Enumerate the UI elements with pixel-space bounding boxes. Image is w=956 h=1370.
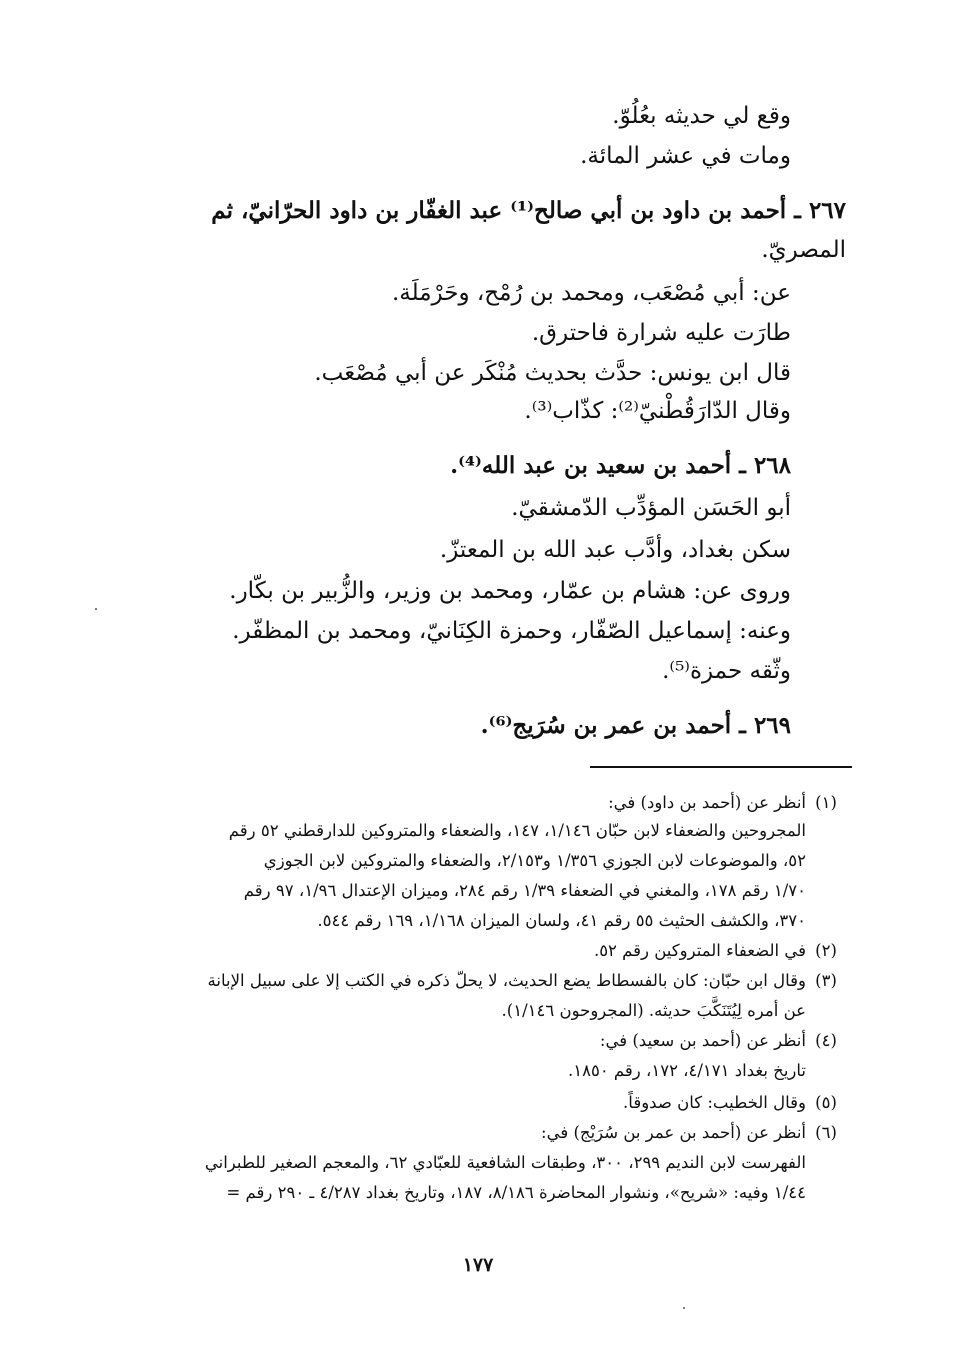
footnote-line: في الضعفاء المتروكين رقم ٥٢. [593, 941, 806, 960]
scan-speck [95, 608, 97, 610]
text-line: وعنه: إسماعيل الصّفّار، وحمزة الكِنَانيّ، ومحمد بن المظفّر. [232, 618, 791, 644]
text-line: وثّقه حمزة⁽⁵⁾. [662, 658, 791, 684]
entry-269-heading: ٢٦٩ ـ أحمد بن عمر بن سُرَيج⁽⁶⁾. [480, 712, 791, 739]
footnote-line: أنظر عن (أحمد بن داود) في: [608, 793, 806, 812]
footnote-line: ١/٤٤ وفيه: «شريح»، ونشوار المحاضرة ٨/١٨٦، ١٨٧، وتاريخ بغداد ٤/٢٨٧ ـ ٢٩٠ رقم = [226, 1183, 806, 1202]
text-line: أبو الحَسَن المؤدِّب الدّمشقيّ. [511, 495, 791, 521]
text-line: وقال الدّارَقُطْنيّ⁽²⁾: كذّاب⁽³⁾. [524, 398, 791, 424]
entry-267-heading: ٢٦٧ ـ أحمد بن داود بن أبي صالح⁽¹⁾ عبد الغفّار بن داود الحرّانيّ، ثم [211, 197, 846, 224]
footnote-number: (٥) [815, 1093, 837, 1112]
text-line: قال ابن يونس: حدَّث بحديث مُنْكَر عن أبي مُصْعَب. [314, 360, 791, 386]
footnote-number: (٢) [815, 941, 837, 960]
footnote-line: تاريخ بغداد ٤/١٧١، ١٧٢، رقم ١٨٥٠. [567, 1061, 806, 1080]
footnote-number: (٣) [815, 971, 837, 990]
footnote-line: المجروحين والضعفاء لابن حبّان ١/١٤٦، ١٤٧، والضعفاء والمتروكين للدارقطني ٥٢ رقم [228, 821, 806, 840]
footnote-number: (١) [815, 793, 837, 812]
entry-268-heading: ٢٦٨ ـ أحمد بن سعيد بن عبد الله⁽⁴⁾. [450, 452, 791, 479]
footnote-line: الفهرست لابن النديم ٢٩٩، ٣٠٠، وطبقات الشافعية للعبّادي ٦٢، والمعجم الصغير للطبراني [204, 1153, 806, 1172]
footnote-line: وقال ابن حبّان: كان بالفسطاط يضع الحديث، لا يحلّ ذكره في الكتب إلا على سبيل الإبانة [207, 971, 806, 990]
footnote-separator [590, 766, 852, 768]
footnote-line: ١/٧٠ رقم ١٧٨، والمغني في الضعفاء ١/٣٩ رقم ٢٨٤، وميزان الإعتدال ١/٩٦، ٩٧ رقم [243, 881, 806, 900]
footnote-number: (٦) [815, 1123, 837, 1142]
footnote-line: ٣٧٠، والكشف الحثيث ٥٥ رقم ٤١، ولسان الميزان ١/١٦٨، ١٦٩ رقم ٥٤٤. [317, 911, 806, 930]
text-line: طارَت عليه شرارة فاحترق. [531, 320, 791, 346]
footnote-line: عن أمره لِيُتَنَكَّبَ حديثه. (المجروحون ١/١٤٦). [501, 1001, 806, 1020]
text-line: سكن بغداد، وأدَّب عبد الله بن المعتزّ. [439, 537, 791, 563]
footnote-line: ٥٢، والموضوعات لابن الجوزي ١/٣٥٦ و٢/١٥٣، والضعفاء والمتروكين لابن الجوزي [263, 851, 806, 870]
footnote-line: أنظر عن (أحمد بن عمر بن سُرَيْج) في: [541, 1123, 806, 1142]
text-line: المصريّ. [761, 237, 846, 263]
text-line: وقع لي حديثه بعُلُوّ. [612, 103, 791, 129]
footnote-line: وقال الخطيب: كان صدوقاً. [623, 1093, 806, 1112]
text-line: وروى عن: هشام بن عمّار، ومحمد بن وزير، والزُّبير بن بكّار. [229, 578, 791, 604]
scan-speck [683, 1307, 685, 1309]
text-line: عن: أبي مُصْعَب، ومحمد بن رُمْح، وحَرْمَلَة. [391, 280, 791, 306]
footnote-line: أنظر عن (أحمد بن سعيد) في: [599, 1031, 806, 1050]
text-line: ومات في عشر المائة. [580, 143, 791, 169]
page-number: ١٧٧ [462, 1254, 494, 1276]
footnote-number: (٤) [815, 1031, 837, 1050]
